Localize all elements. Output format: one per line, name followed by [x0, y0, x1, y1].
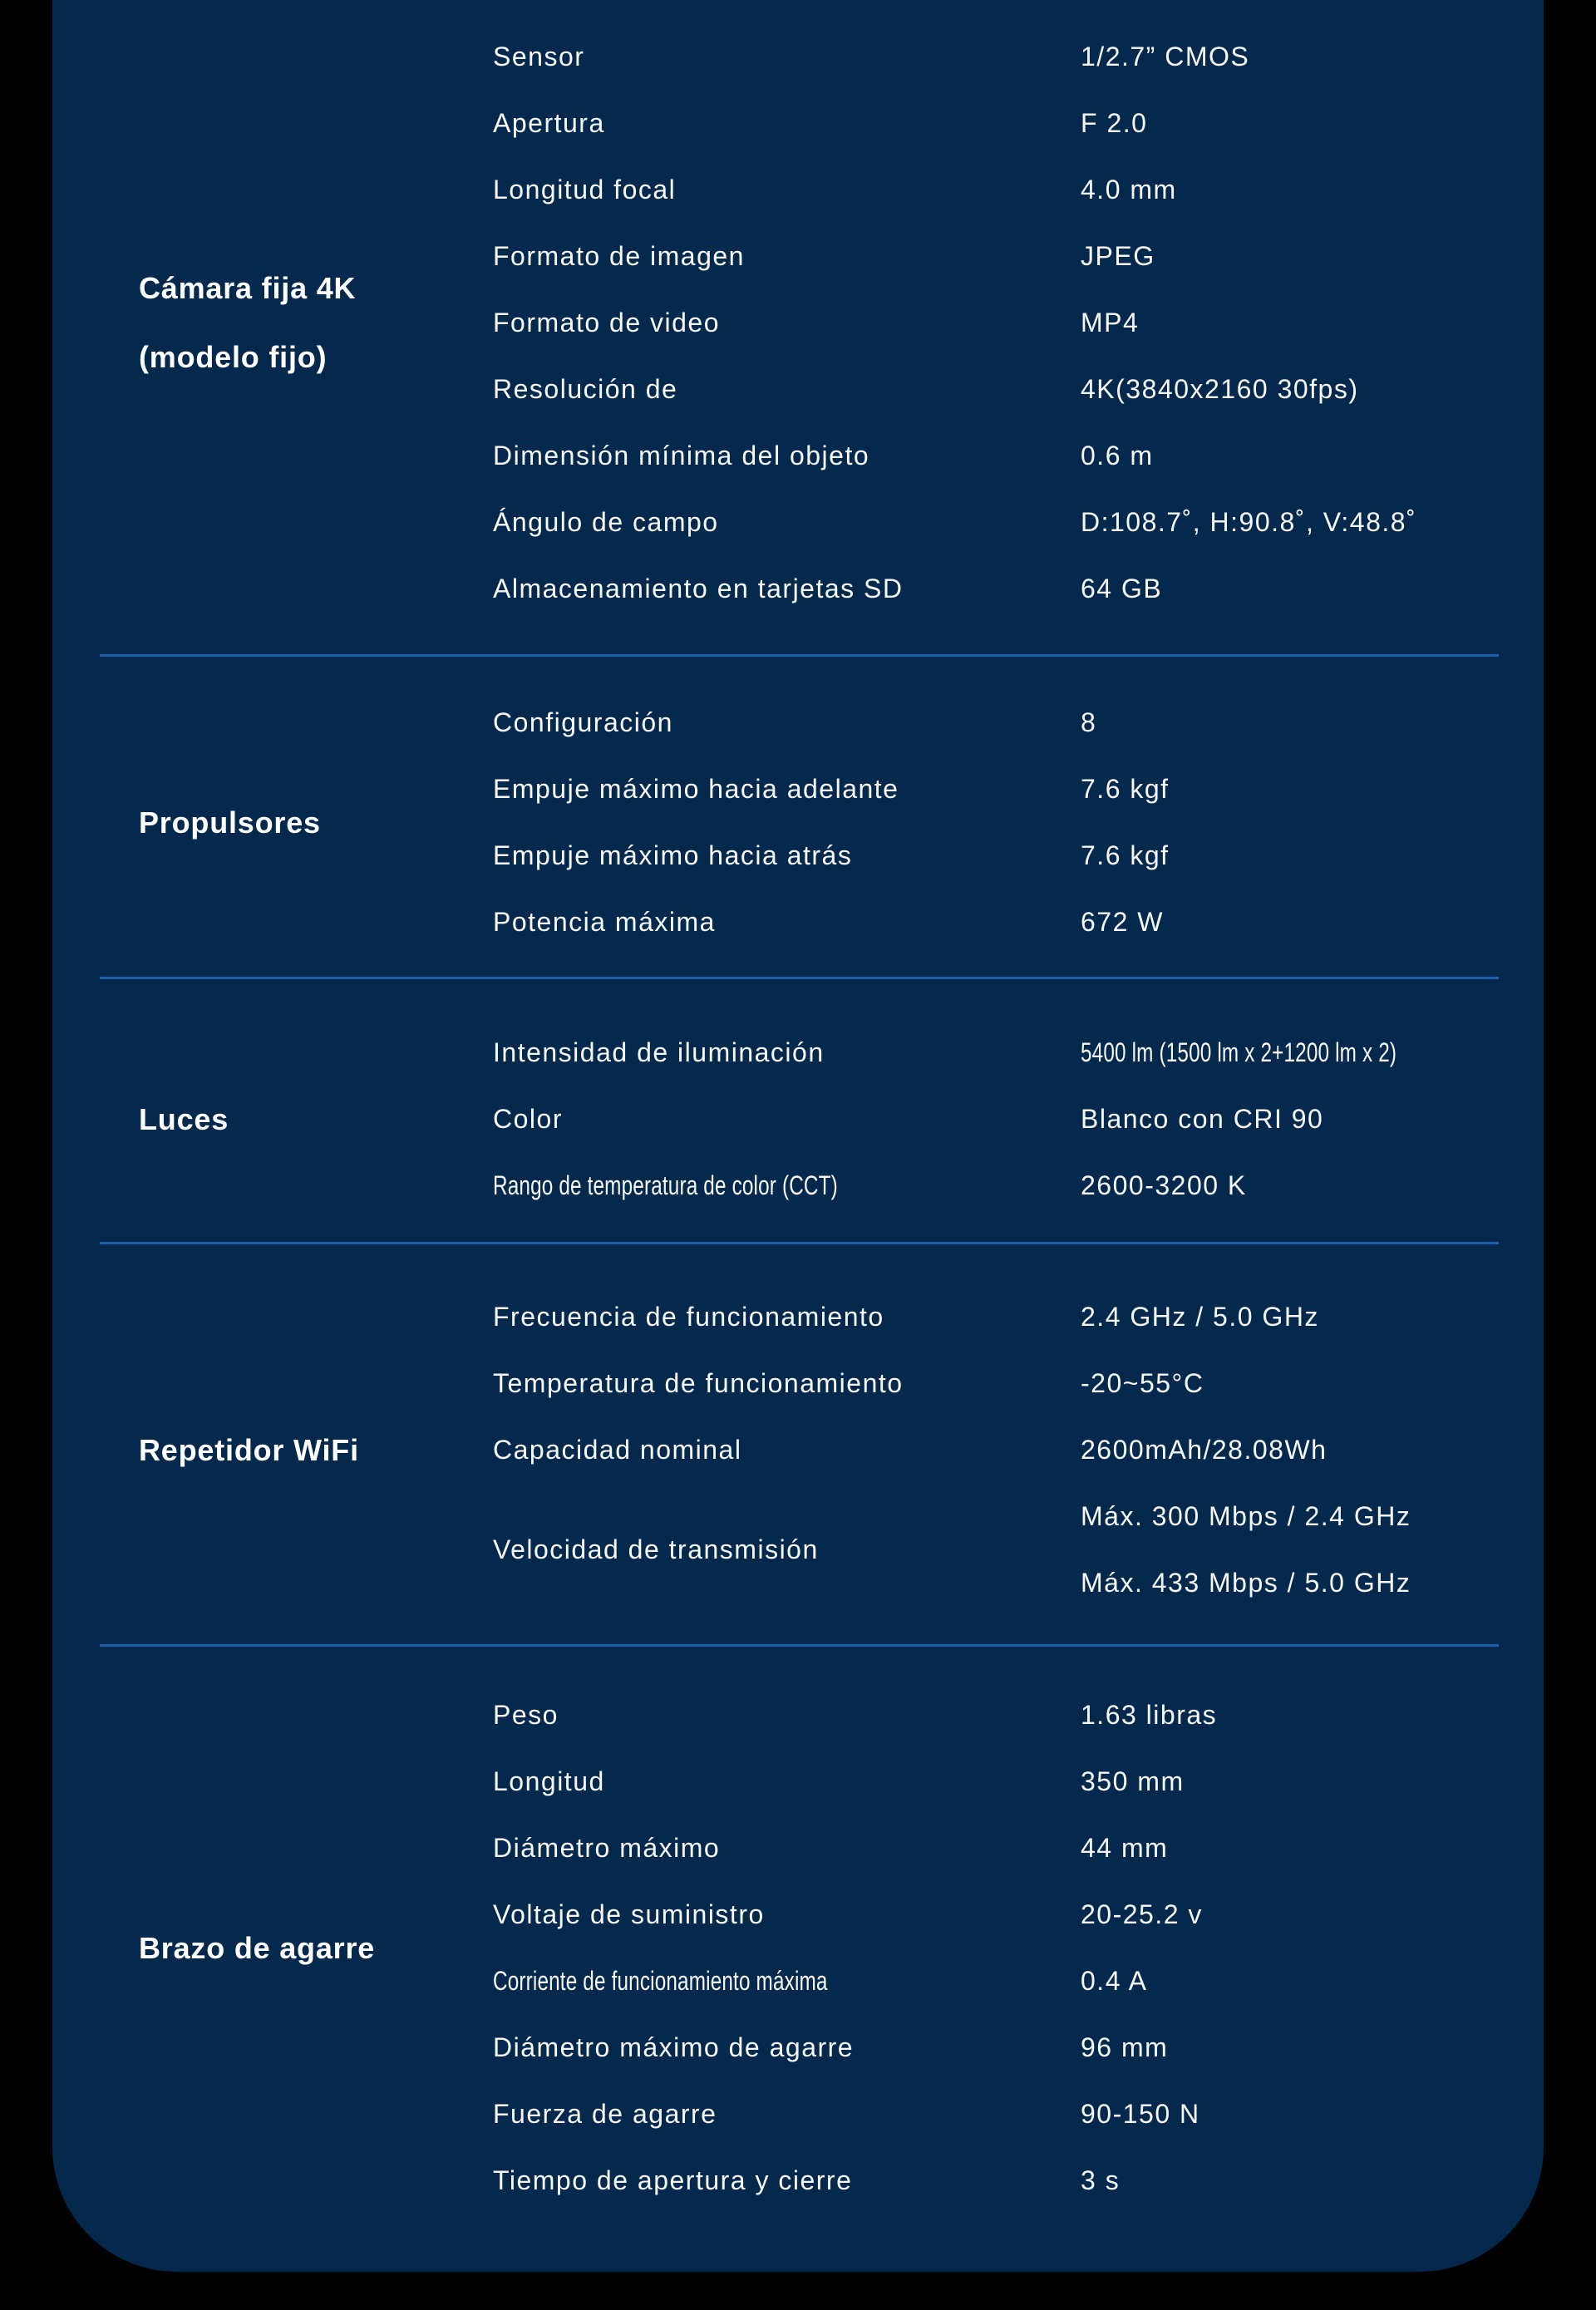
spec-value: [1081, 1948, 1544, 2014]
spec-section-propulsores: [52, 657, 1544, 977]
spec-label-text: Color: [493, 1103, 563, 1134]
spec-row: [493, 822, 1544, 889]
spec-value: [1081, 1350, 1544, 1416]
spec-value-text: 3 s: [1081, 2165, 1121, 2195]
spec-value: [1081, 1682, 1544, 1748]
spec-value-text: 1.63 libras: [1081, 1699, 1218, 1730]
spec-label-text: Corriente de funcionamiento máxima: [493, 1965, 828, 1996]
spec-label: [493, 1534, 1081, 1565]
spec-label-text: Empuje máximo hacia adelante: [493, 773, 899, 804]
spec-value: [1081, 90, 1544, 156]
section-title: Brazo de agarre: [139, 1930, 376, 1965]
spec-section-luces: [52, 979, 1544, 1242]
spec-row: [493, 555, 1544, 622]
spec-row: [493, 1483, 1544, 1616]
section-title-box: [52, 1085, 493, 1154]
spec-label: [493, 108, 1081, 139]
spec-label-text: Temperatura de funcionamiento: [493, 1367, 904, 1398]
spec-row: [493, 1881, 1544, 1948]
spec-value: [1081, 1483, 1544, 1616]
spec-value: [1081, 822, 1544, 889]
spec-value-text: 20-25.2 v: [1081, 1899, 1203, 1929]
spec-value: [1081, 2014, 1544, 2081]
spec-label: [493, 1170, 1081, 1201]
spec-label: [493, 840, 1081, 871]
spec-value: [1081, 1881, 1544, 1948]
spec-label-text: Velocidad de transmisión: [493, 1534, 819, 1564]
spec-label-text: Potencia máxima: [493, 906, 716, 937]
spec-value: [1081, 1019, 1544, 1086]
spec-label: [493, 1302, 1081, 1332]
spec-label-text: Longitud focal: [493, 174, 677, 204]
spec-label-text: Resolución de: [493, 373, 678, 404]
spec-label: [493, 907, 1081, 938]
spec-label-text: Diámetro máximo: [493, 1832, 721, 1863]
section-title-box: [52, 1416, 493, 1485]
spec-value-line: [1081, 2147, 1544, 2214]
spec-label: [493, 2099, 1081, 2130]
spec-value-line: [1081, 1283, 1544, 1350]
section-title: Cámara fija 4K: [139, 271, 357, 305]
spec-row: [493, 1815, 1544, 1881]
spec-value: [1081, 223, 1544, 289]
spec-row: [493, 1350, 1544, 1416]
spec-value: [1081, 23, 1544, 90]
spec-value-text: Blanco con CRI 90: [1081, 1103, 1324, 1134]
spec-value-text: 8: [1081, 707, 1097, 737]
spec-value-line: [1081, 756, 1544, 822]
spec-row: [493, 356, 1544, 422]
section-title-box: [52, 1914, 493, 1982]
spec-value-text: 672 W: [1081, 906, 1164, 937]
spec-label: [493, 374, 1081, 405]
spec-label: [493, 1368, 1081, 1399]
spec-value: [1081, 1152, 1544, 1219]
spec-value: [1081, 889, 1544, 955]
spec-row: [493, 2147, 1544, 2214]
spec-row: [493, 2014, 1544, 2081]
spec-value-text: D:108.7˚, H:90.8˚, V:48.8˚: [1081, 506, 1417, 537]
section-rows: [493, 1019, 1544, 1219]
spec-label: [493, 2165, 1081, 2196]
section-rows: [493, 23, 1544, 622]
spec-value-text: 7.6 kgf: [1081, 773, 1170, 804]
spec-value-text: 4.0 mm: [1081, 174, 1177, 204]
spec-label-text: Ángulo de campo: [493, 506, 719, 537]
spec-label: [493, 1037, 1081, 1068]
spec-value-text: 1/2.7” CMOS: [1081, 41, 1250, 71]
spec-value: [1081, 2081, 1544, 2147]
spec-label-text: Almacenamiento en tarjetas SD: [493, 573, 904, 603]
spec-label: [493, 175, 1081, 205]
spec-label: [493, 1966, 1081, 1997]
spec-row: [493, 889, 1544, 955]
spec-label-text: Formato de imagen: [493, 240, 745, 271]
spec-value-line: [1081, 889, 1544, 955]
spec-value: [1081, 1086, 1544, 1152]
spec-label: [493, 1104, 1081, 1135]
spec-value-line: [1081, 1350, 1544, 1416]
spec-value-text: Máx. 300 Mbps / 2.4 GHz: [1081, 1500, 1411, 1531]
spec-row: [493, 422, 1544, 489]
spec-value: [1081, 756, 1544, 822]
spec-row: [493, 289, 1544, 356]
spec-value-line: [1081, 2014, 1544, 2081]
spec-label-text: Sensor: [493, 41, 585, 71]
spec-value-line: [1081, 356, 1544, 422]
spec-value-line: [1081, 223, 1544, 289]
section-title: Luces: [139, 1101, 229, 1136]
spec-value-text: -20~55°C: [1081, 1367, 1204, 1398]
spec-label: [493, 1700, 1081, 1731]
spec-value-line: [1081, 1086, 1544, 1152]
spec-label-text: Longitud: [493, 1766, 605, 1796]
spec-value-text: MP4: [1081, 307, 1140, 337]
section-rows: [493, 689, 1544, 955]
spec-value-text: 2.4 GHz / 5.0 GHz: [1081, 1301, 1319, 1332]
spec-label: [493, 774, 1081, 805]
spec-value-line: [1081, 1483, 1544, 1549]
spec-value-line: [1081, 689, 1544, 756]
spec-section-brazo-de-agarre: [52, 1647, 1544, 2272]
spec-value-text: 2600mAh/28.08Wh: [1081, 1434, 1328, 1465]
spec-label: [493, 441, 1081, 471]
spec-label: [493, 241, 1081, 272]
spec-label: [493, 1766, 1081, 1797]
spec-value-text: JPEG: [1081, 240, 1155, 271]
spec-label-text: Formato de video: [493, 307, 721, 337]
section-title: (modelo fijo): [139, 340, 328, 374]
spec-row: [493, 489, 1544, 555]
spec-row: [493, 156, 1544, 223]
spec-row: [493, 23, 1544, 90]
spec-value: [1081, 2147, 1544, 2214]
spec-value: [1081, 1815, 1544, 1881]
spec-value-text: Máx. 433 Mbps / 5.0 GHz: [1081, 1567, 1411, 1598]
spec-row: [493, 223, 1544, 289]
spec-value-text: 64 GB: [1081, 573, 1163, 603]
spec-label: [493, 507, 1081, 538]
spec-value-text: 90-150 N: [1081, 2098, 1200, 2129]
spec-label-text: Frecuencia de funcionamiento: [493, 1301, 884, 1332]
spec-value-line: [1081, 1152, 1544, 1219]
section-title: Propulsores: [139, 805, 321, 840]
spec-value-line: [1081, 1815, 1544, 1881]
spec-value-line: [1081, 1549, 1544, 1616]
spec-value-text: 7.6 kgf: [1081, 840, 1170, 870]
spec-row: [493, 1948, 1544, 2014]
spec-row: [493, 1152, 1544, 1219]
spec-value-text: 44 mm: [1081, 1832, 1169, 1863]
spec-value-text: 2600-3200 K: [1081, 1170, 1247, 1200]
spec-label: [493, 707, 1081, 738]
spec-value: [1081, 422, 1544, 489]
spec-row: [493, 689, 1544, 756]
spec-value-line: [1081, 289, 1544, 356]
spec-row: [493, 1086, 1544, 1152]
spec-value-line: [1081, 2081, 1544, 2147]
spec-row: [493, 1416, 1544, 1483]
spec-row: [493, 2081, 1544, 2147]
spec-label-text: Diámetro máximo de agarre: [493, 2032, 855, 2062]
spec-row: [493, 756, 1544, 822]
spec-row: [493, 1019, 1544, 1086]
spec-value-line: [1081, 489, 1544, 555]
spec-label-text: Configuración: [493, 707, 673, 737]
spec-label-text: Tiempo de apertura y cierre: [493, 2165, 853, 2195]
spec-value-line: [1081, 555, 1544, 622]
spec-panel: [52, 0, 1544, 2272]
spec-value: [1081, 489, 1544, 555]
spec-label-text: Peso: [493, 1699, 559, 1730]
spec-value: [1081, 555, 1544, 622]
spec-label-text: Dimensión mínima del objeto: [493, 440, 870, 470]
spec-row: [493, 1748, 1544, 1815]
spec-value: [1081, 689, 1544, 756]
section-rows: [493, 1283, 1544, 1616]
section-title: Repetidor WiFi: [139, 1432, 359, 1467]
spec-label: [493, 1833, 1081, 1864]
spec-value-text: 96 mm: [1081, 2032, 1169, 2062]
spec-label: [493, 42, 1081, 72]
spec-row: [493, 90, 1544, 156]
spec-value-text: F 2.0: [1081, 107, 1148, 138]
section-rows: [493, 1682, 1544, 2214]
spec-label: [493, 1435, 1081, 1465]
spec-value-line: [1081, 422, 1544, 489]
spec-value-text: 0.4 A: [1081, 1965, 1148, 1996]
spec-section-camara-fija-4k: [52, 0, 1544, 654]
spec-section-repetidor-wifi: [52, 1244, 1544, 1644]
spec-label-text: Voltaje de suministro: [493, 1899, 765, 1929]
section-title-box: [52, 254, 493, 392]
spec-value-line: [1081, 1881, 1544, 1948]
spec-label-text: Capacidad nominal: [493, 1434, 742, 1465]
spec-value: [1081, 1416, 1544, 1483]
spec-value: [1081, 289, 1544, 356]
spec-label-text: Fuerza de agarre: [493, 2098, 717, 2129]
spec-value-line: [1081, 822, 1544, 889]
spec-value: [1081, 356, 1544, 422]
spec-value-line: [1081, 1682, 1544, 1748]
spec-value-text: 5400 lm (1500 lm x 2+1200 lm x 2): [1081, 1037, 1397, 1067]
spec-label: [493, 1899, 1081, 1930]
spec-value-line: [1081, 23, 1544, 90]
spec-value-text: 4K(3840x2160 30fps): [1081, 373, 1359, 404]
spec-label: [493, 574, 1081, 604]
spec-value-line: [1081, 1019, 1544, 1086]
spec-value: [1081, 1283, 1544, 1350]
section-title-box: [52, 788, 493, 857]
spec-value-text: 350 mm: [1081, 1766, 1185, 1796]
spec-row: [493, 1283, 1544, 1350]
spec-value-line: [1081, 1748, 1544, 1815]
spec-row: [493, 1682, 1544, 1748]
spec-label: [493, 308, 1081, 338]
spec-label-text: Intensidad de iluminación: [493, 1037, 825, 1067]
spec-value-line: [1081, 1948, 1544, 2014]
spec-label-text: Empuje máximo hacia atrás: [493, 840, 853, 870]
spec-value-line: [1081, 156, 1544, 223]
spec-value-line: [1081, 1416, 1544, 1483]
spec-value: [1081, 1748, 1544, 1815]
spec-value-line: [1081, 90, 1544, 156]
spec-label: [493, 2032, 1081, 2063]
spec-value-text: 0.6 m: [1081, 440, 1154, 470]
spec-label-text: Rango de temperatura de color (CCT): [493, 1170, 838, 1200]
spec-label-text: Apertura: [493, 107, 605, 138]
spec-value: [1081, 156, 1544, 223]
